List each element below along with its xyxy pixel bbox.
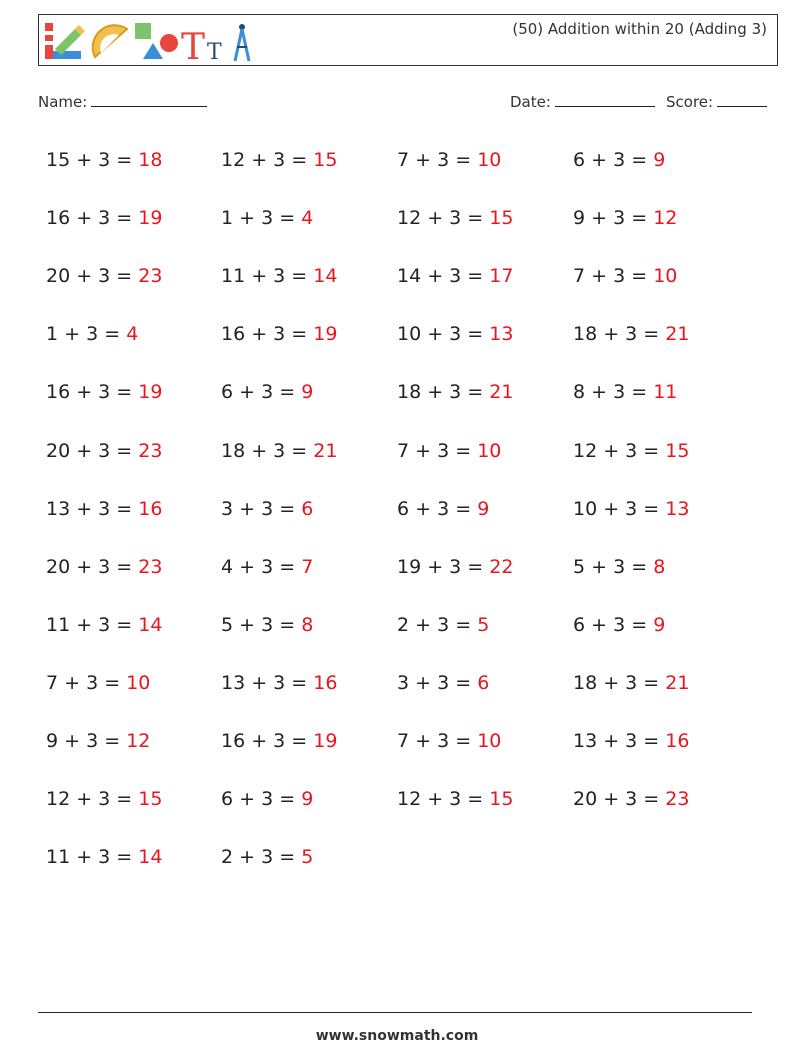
problem-question: 16 + 3 = xyxy=(46,381,139,404)
problem-question: 7 + 3 = xyxy=(397,730,478,752)
problem-item xyxy=(221,845,313,869)
problem-item xyxy=(573,671,689,695)
problem-question: 12 + 3 = xyxy=(221,149,314,171)
problem-question: 13 + 3 = xyxy=(46,497,139,520)
problem-question: 6 + 3 = xyxy=(573,149,654,171)
problem-item xyxy=(46,787,162,811)
protractor-icon xyxy=(93,25,127,57)
problem-question: 6 + 3 = xyxy=(221,788,302,811)
svg-text:T: T xyxy=(181,27,206,63)
problem-item xyxy=(46,264,162,288)
problem-item xyxy=(221,729,337,753)
problem-item xyxy=(46,671,150,695)
problem-item xyxy=(46,613,162,637)
problem-item xyxy=(46,206,162,230)
problem-item xyxy=(46,380,162,404)
problem-question: 18 + 3 = xyxy=(573,671,666,694)
problem-item xyxy=(573,555,665,579)
name-label: Name: xyxy=(38,93,88,111)
shapes-icon xyxy=(135,23,178,59)
problem-answer: 23 xyxy=(665,788,690,811)
problem-item xyxy=(397,497,489,521)
problem-item xyxy=(573,380,677,404)
problem-item xyxy=(573,322,689,346)
problem-answer: 23 xyxy=(138,555,163,578)
problem-item xyxy=(46,729,150,753)
ruler-pencil-icon xyxy=(45,23,85,59)
problem-item xyxy=(573,439,689,463)
problem-answer: 14 xyxy=(313,265,338,288)
date-field xyxy=(510,92,655,111)
problem-question: 14 + 3 = xyxy=(397,265,490,288)
problem-answer: 4 xyxy=(301,207,314,230)
problem-question: 12 + 3 = xyxy=(397,207,490,230)
problem-item xyxy=(397,613,489,637)
problem-answer: 6 xyxy=(477,671,490,694)
problem-answer: 10 xyxy=(653,265,678,288)
problem-question: 2 + 3 = xyxy=(221,846,302,869)
date-label: Date: xyxy=(510,93,551,111)
problem-question: 7 + 3 = xyxy=(573,265,654,288)
compass-icon xyxy=(235,24,249,61)
problem-answer: 21 xyxy=(665,671,690,694)
problem-question: 20 + 3 = xyxy=(46,555,139,578)
problem-item xyxy=(221,206,313,230)
text-t-icon xyxy=(181,27,222,63)
problem-answer: 9 xyxy=(653,149,666,171)
problem-question: 15 + 3 = xyxy=(46,149,139,171)
footer-divider xyxy=(38,1012,752,1013)
problem-answer: 21 xyxy=(313,439,338,462)
problem-answer: 5 xyxy=(301,846,314,869)
problem-item xyxy=(397,439,501,463)
problem-answer: 10 xyxy=(126,671,151,694)
score-blank xyxy=(717,92,767,107)
problem-answer: 9 xyxy=(477,497,490,520)
problem-item xyxy=(573,264,677,288)
problem-item xyxy=(221,613,313,637)
problem-answer: 19 xyxy=(313,323,338,346)
problem-item xyxy=(573,729,689,753)
problem-item xyxy=(221,787,313,811)
problem-item xyxy=(46,845,162,869)
problem-answer: 11 xyxy=(653,381,678,404)
problem-item xyxy=(397,729,501,753)
problem-question: 12 + 3 = xyxy=(46,788,139,811)
problem-item xyxy=(46,148,162,172)
problem-answer: 19 xyxy=(313,730,338,752)
problem-item xyxy=(397,555,513,579)
problem-question: 6 + 3 = xyxy=(221,381,302,404)
problem-answer: 13 xyxy=(665,497,690,520)
problem-question: 16 + 3 = xyxy=(46,207,139,230)
problem-answer: 10 xyxy=(477,149,502,171)
problem-answer: 12 xyxy=(653,207,678,230)
problem-question: 9 + 3 = xyxy=(573,207,654,230)
problem-answer: 14 xyxy=(138,613,163,636)
problem-item xyxy=(573,787,689,811)
problem-item xyxy=(46,322,138,346)
problem-question: 16 + 3 = xyxy=(221,730,314,752)
problem-answer: 16 xyxy=(665,730,690,752)
problem-item xyxy=(397,322,513,346)
problem-question: 9 + 3 = xyxy=(46,730,127,752)
problem-question: 11 + 3 = xyxy=(221,265,314,288)
problem-question: 13 + 3 = xyxy=(221,671,314,694)
logo xyxy=(43,19,257,63)
problem-answer: 12 xyxy=(126,730,151,752)
problem-answer: 10 xyxy=(477,730,502,752)
problem-item xyxy=(221,439,337,463)
problem-item xyxy=(221,322,337,346)
problem-question: 18 + 3 = xyxy=(397,381,490,404)
problem-question: 18 + 3 = xyxy=(573,323,666,346)
problem-question: 3 + 3 = xyxy=(397,671,478,694)
problem-answer: 10 xyxy=(477,439,502,462)
problem-answer: 5 xyxy=(477,613,490,636)
problem-question: 12 + 3 = xyxy=(573,439,666,462)
problem-item xyxy=(46,555,162,579)
problem-item xyxy=(46,439,162,463)
problem-answer: 8 xyxy=(653,555,666,578)
problem-answer: 21 xyxy=(665,323,690,346)
problem-question: 1 + 3 = xyxy=(46,323,127,346)
problem-answer: 14 xyxy=(138,846,163,869)
problem-question: 11 + 3 = xyxy=(46,846,139,869)
score-field xyxy=(666,92,767,111)
problem-question: 6 + 3 = xyxy=(397,497,478,520)
problem-answer: 9 xyxy=(301,381,314,404)
problem-question: 11 + 3 = xyxy=(46,613,139,636)
problem-item xyxy=(397,380,513,404)
worksheet-title: (50) Addition within 20 (Adding 3) xyxy=(512,20,767,38)
score-label: Score: xyxy=(666,93,714,111)
problem-question: 5 + 3 = xyxy=(573,555,654,578)
worksheet-header xyxy=(38,14,778,66)
problem-answer: 19 xyxy=(138,381,163,404)
problem-answer: 8 xyxy=(301,613,314,636)
problem-question: 5 + 3 = xyxy=(221,613,302,636)
problem-answer: 7 xyxy=(301,555,314,578)
problem-item xyxy=(221,264,337,288)
problem-answer: 22 xyxy=(489,555,514,578)
problem-question: 7 + 3 = xyxy=(397,149,478,171)
problem-question: 13 + 3 = xyxy=(573,730,666,752)
problem-question: 10 + 3 = xyxy=(573,497,666,520)
problem-item xyxy=(397,671,489,695)
problem-item xyxy=(397,148,501,172)
problem-answer: 21 xyxy=(489,381,514,404)
problem-answer: 9 xyxy=(653,613,666,636)
problem-answer: 23 xyxy=(138,439,163,462)
problem-answer: 15 xyxy=(489,788,514,811)
problem-question: 19 + 3 = xyxy=(397,555,490,578)
problem-answer: 6 xyxy=(301,497,314,520)
name-field xyxy=(38,92,207,111)
problem-question: 7 + 3 = xyxy=(46,671,127,694)
problem-item xyxy=(221,497,313,521)
problem-question: 12 + 3 = xyxy=(397,788,490,811)
problem-answer: 16 xyxy=(138,497,163,520)
problem-answer: 23 xyxy=(138,265,163,288)
problem-answer: 18 xyxy=(138,149,163,171)
problem-question: 3 + 3 = xyxy=(221,497,302,520)
problem-item xyxy=(221,671,337,695)
problem-answer: 15 xyxy=(138,788,163,811)
footer-url: www.snowmath.com xyxy=(315,1028,479,1044)
problem-answer: 19 xyxy=(138,207,163,230)
problem-item xyxy=(573,148,665,172)
problem-answer: 4 xyxy=(126,323,139,346)
problem-question: 8 + 3 = xyxy=(573,381,654,404)
problem-item xyxy=(573,497,689,521)
date-blank xyxy=(555,92,655,107)
problem-question: 20 + 3 = xyxy=(573,788,666,811)
problem-item xyxy=(397,787,513,811)
problem-question: 20 + 3 = xyxy=(46,439,139,462)
problem-question: 1 + 3 = xyxy=(221,207,302,230)
problem-question: 20 + 3 = xyxy=(46,265,139,288)
problem-question: 4 + 3 = xyxy=(221,555,302,578)
problem-question: 6 + 3 = xyxy=(573,613,654,636)
problem-item xyxy=(221,148,337,172)
problem-question: 18 + 3 = xyxy=(221,439,314,462)
problem-answer: 15 xyxy=(313,149,338,171)
problem-answer: 15 xyxy=(489,207,514,230)
problem-item xyxy=(221,555,313,579)
problem-item xyxy=(397,206,513,230)
problem-answer: 15 xyxy=(665,439,690,462)
problem-item xyxy=(573,613,665,637)
problem-answer: 13 xyxy=(489,323,514,346)
problem-item xyxy=(397,264,513,288)
problem-answer: 17 xyxy=(489,265,514,288)
problem-question: 10 + 3 = xyxy=(397,323,490,346)
problem-item xyxy=(46,497,162,521)
problem-question: 16 + 3 = xyxy=(221,323,314,346)
problem-answer: 16 xyxy=(313,671,338,694)
name-blank xyxy=(91,92,207,107)
problem-answer: 9 xyxy=(301,788,314,811)
problem-item xyxy=(573,206,677,230)
problem-question: 2 + 3 = xyxy=(397,613,478,636)
svg-text:T: T xyxy=(207,40,222,63)
problem-item xyxy=(221,380,313,404)
problem-question: 7 + 3 = xyxy=(397,439,478,462)
